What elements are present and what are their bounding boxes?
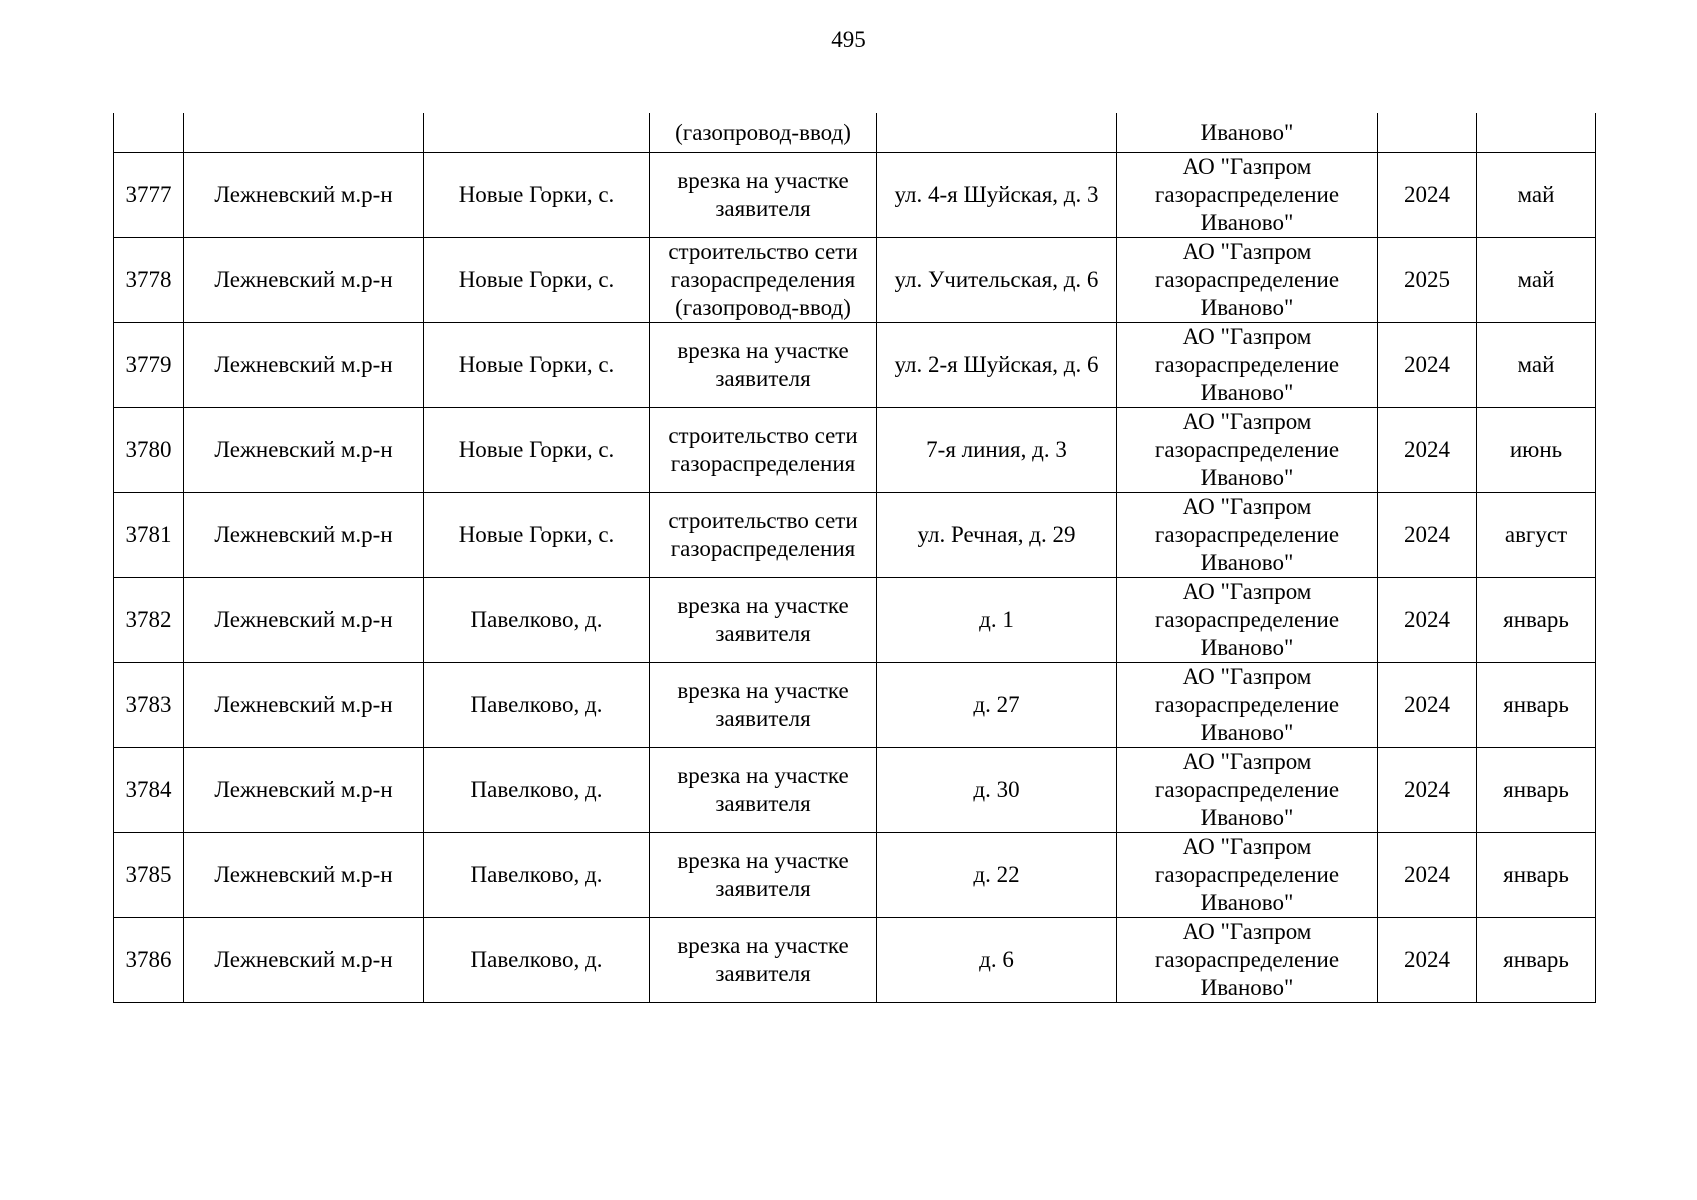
cell-month: август bbox=[1477, 493, 1596, 578]
cell-num bbox=[114, 113, 184, 153]
cell-work: (газопровод-ввод) bbox=[650, 113, 877, 153]
cell-work: строительство сети газораспределения bbox=[650, 493, 877, 578]
cell-year: 2024 bbox=[1378, 153, 1477, 238]
cell-locality bbox=[424, 113, 650, 153]
gas-connection-table bbox=[113, 113, 1596, 1003]
cell-district: Лежневский м.р-н bbox=[184, 153, 424, 238]
cell-work: врезка на участке заявителя bbox=[650, 153, 877, 238]
cell-locality: Павелково, д. bbox=[424, 663, 650, 748]
cell-num: 3781 bbox=[114, 493, 184, 578]
cell-locality: Павелково, д. bbox=[424, 833, 650, 918]
table-row bbox=[114, 918, 1596, 1003]
cell-district: Лежневский м.р-н bbox=[184, 663, 424, 748]
cell-num: 3777 bbox=[114, 153, 184, 238]
cell-locality: Новые Горки, с. bbox=[424, 153, 650, 238]
cell-num: 3786 bbox=[114, 918, 184, 1003]
table-row bbox=[114, 153, 1596, 238]
cell-address: д. 27 bbox=[877, 663, 1117, 748]
cell-address: д. 6 bbox=[877, 918, 1117, 1003]
cell-month: январь bbox=[1477, 663, 1596, 748]
cell-org: АО "Газпром газораспределение Иваново" bbox=[1117, 408, 1378, 493]
cell-locality: Новые Горки, с. bbox=[424, 493, 650, 578]
cell-month: январь bbox=[1477, 918, 1596, 1003]
table-body bbox=[114, 113, 1596, 1003]
cell-num: 3780 bbox=[114, 408, 184, 493]
cell-locality: Павелково, д. bbox=[424, 578, 650, 663]
cell-address: ул. 2-я Шуйская, д. 6 bbox=[877, 323, 1117, 408]
cell-address: ул. Речная, д. 29 bbox=[877, 493, 1117, 578]
cell-year bbox=[1378, 113, 1477, 153]
continuation-row bbox=[114, 113, 1596, 153]
cell-year: 2024 bbox=[1378, 578, 1477, 663]
cell-num: 3785 bbox=[114, 833, 184, 918]
cell-district: Лежневский м.р-н bbox=[184, 238, 424, 323]
cell-locality: Новые Горки, с. bbox=[424, 408, 650, 493]
cell-year: 2024 bbox=[1378, 493, 1477, 578]
cell-address: ул. Учительская, д. 6 bbox=[877, 238, 1117, 323]
cell-district: Лежневский м.р-н bbox=[184, 918, 424, 1003]
cell-month: январь bbox=[1477, 833, 1596, 918]
cell-work: врезка на участке заявителя bbox=[650, 918, 877, 1003]
cell-num: 3778 bbox=[114, 238, 184, 323]
table-row bbox=[114, 748, 1596, 833]
table-row bbox=[114, 408, 1596, 493]
cell-work: врезка на участке заявителя bbox=[650, 323, 877, 408]
cell-address: 7-я линия, д. 3 bbox=[877, 408, 1117, 493]
cell-month: май bbox=[1477, 238, 1596, 323]
cell-year: 2024 bbox=[1378, 833, 1477, 918]
cell-num: 3779 bbox=[114, 323, 184, 408]
cell-month: май bbox=[1477, 323, 1596, 408]
cell-locality: Павелково, д. bbox=[424, 918, 650, 1003]
cell-work: строительство сети газораспределения (газопровод-ввод) bbox=[650, 238, 877, 323]
cell-district: Лежневский м.р-н bbox=[184, 748, 424, 833]
cell-work: врезка на участке заявителя bbox=[650, 663, 877, 748]
cell-org: АО "Газпром газораспределение Иваново" bbox=[1117, 663, 1378, 748]
table-row bbox=[114, 663, 1596, 748]
cell-locality: Новые Горки, с. bbox=[424, 238, 650, 323]
cell-work: врезка на участке заявителя bbox=[650, 748, 877, 833]
cell-work: врезка на участке заявителя bbox=[650, 833, 877, 918]
cell-year: 2024 bbox=[1378, 663, 1477, 748]
cell-month: январь bbox=[1477, 578, 1596, 663]
cell-num: 3783 bbox=[114, 663, 184, 748]
cell-num: 3782 bbox=[114, 578, 184, 663]
cell-district: Лежневский м.р-н bbox=[184, 323, 424, 408]
cell-district: Лежневский м.р-н bbox=[184, 578, 424, 663]
cell-org: АО "Газпром газораспределение Иваново" bbox=[1117, 833, 1378, 918]
cell-year: 2024 bbox=[1378, 748, 1477, 833]
cell-org: АО "Газпром газораспределение Иваново" bbox=[1117, 918, 1378, 1003]
cell-address: д. 22 bbox=[877, 833, 1117, 918]
cell-district bbox=[184, 113, 424, 153]
cell-month: июнь bbox=[1477, 408, 1596, 493]
cell-org: АО "Газпром газораспределение Иваново" bbox=[1117, 748, 1378, 833]
table-row bbox=[114, 238, 1596, 323]
table-row bbox=[114, 833, 1596, 918]
cell-year: 2024 bbox=[1378, 918, 1477, 1003]
page-number: 495 bbox=[831, 27, 866, 52]
cell-district: Лежневский м.р-н bbox=[184, 408, 424, 493]
cell-month bbox=[1477, 113, 1596, 153]
cell-org: АО "Газпром газораспределение Иваново" bbox=[1117, 323, 1378, 408]
cell-district: Лежневский м.р-н bbox=[184, 493, 424, 578]
cell-locality: Павелково, д. bbox=[424, 748, 650, 833]
cell-num: 3784 bbox=[114, 748, 184, 833]
cell-org: АО "Газпром газораспределение Иваново" bbox=[1117, 578, 1378, 663]
cell-org: АО "Газпром газораспределение Иваново" bbox=[1117, 238, 1378, 323]
cell-address bbox=[877, 113, 1117, 153]
cell-org: АО "Газпром газораспределение Иваново" bbox=[1117, 153, 1378, 238]
cell-year: 2024 bbox=[1378, 408, 1477, 493]
cell-address: ул. 4-я Шуйская, д. 3 bbox=[877, 153, 1117, 238]
cell-work: врезка на участке заявителя bbox=[650, 578, 877, 663]
cell-address: д. 30 bbox=[877, 748, 1117, 833]
table-row bbox=[114, 323, 1596, 408]
cell-district: Лежневский м.р-н bbox=[184, 833, 424, 918]
cell-month: январь bbox=[1477, 748, 1596, 833]
table-row bbox=[114, 493, 1596, 578]
cell-address: д. 1 bbox=[877, 578, 1117, 663]
table-row bbox=[114, 578, 1596, 663]
cell-locality: Новые Горки, с. bbox=[424, 323, 650, 408]
cell-work: строительство сети газораспределения bbox=[650, 408, 877, 493]
cell-month: май bbox=[1477, 153, 1596, 238]
cell-year: 2024 bbox=[1378, 323, 1477, 408]
cell-org: Иваново" bbox=[1117, 113, 1378, 153]
cell-org: АО "Газпром газораспределение Иваново" bbox=[1117, 493, 1378, 578]
cell-year: 2025 bbox=[1378, 238, 1477, 323]
